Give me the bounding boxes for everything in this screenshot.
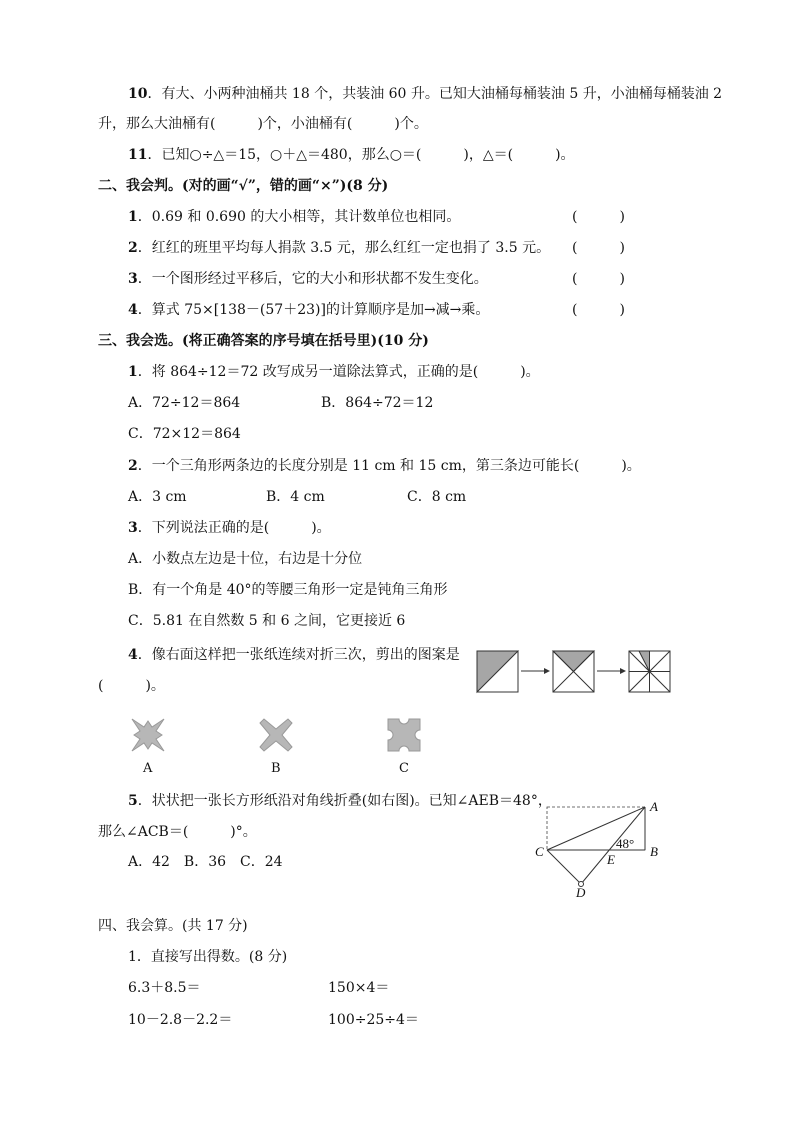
section-4-heading: 四、我会算。(共 17 分) [98, 918, 248, 934]
choice-1-option-a[interactable]: A．72÷12＝864 [128, 395, 241, 411]
point-b-label: B [650, 844, 658, 859]
choice-2-option-a[interactable]: A．3 cm [128, 489, 187, 505]
choice-1-option-c[interactable]: C．72×12＝864 [128, 426, 241, 442]
choice-1: 1．将 864÷12＝72 改写成另一道除法算式，正确的是( )。 [128, 364, 540, 380]
choice-2-option-c[interactable]: C．8 cm [407, 489, 467, 505]
choice-3-option-b[interactable]: B．有一个角是 40°的等腰三角形一定是钝角三角形 [128, 582, 448, 598]
point-e-label: E [607, 852, 615, 867]
paper-folding-diagram [474, 648, 674, 694]
q10-line2: 升，那么大油桶有( )个，小油桶有( )个。 [98, 116, 428, 132]
choice-2-option-b[interactable]: B．4 cm [266, 489, 325, 505]
option-b-label: B [271, 761, 281, 776]
rectangle-fold-figure [532, 796, 672, 900]
fold-square-2 [553, 651, 594, 692]
choice-3-option-a[interactable]: A．小数点左边是十位，右边是十分位 [128, 551, 363, 567]
calc-expr-4: 100÷25÷4＝ [328, 1012, 419, 1028]
option-c-label: C [399, 761, 409, 776]
calc-expr-1: 6.3＋8.5＝ [128, 980, 201, 996]
section-2-heading: 二、我会判。(对的画“√”，错的画“×”)(8 分) [98, 178, 389, 194]
point-a-label: A [650, 799, 658, 814]
section-3-heading: 三、我会选。(将正确答案的序号填在括号里)(10 分) [98, 333, 429, 349]
judge-1-answer[interactable]: ( ) [572, 209, 625, 225]
choice-3-option-c[interactable]: C．5.81 在自然数 5 和 6 之间，它更接近 6 [128, 613, 406, 629]
q10-number: 10 [128, 86, 148, 102]
judge-2: 2．红红的班里平均每人捐款 3.5 元，那么红红一定也捐了 3.5 元。 [128, 240, 551, 256]
judge-1: 1．0.69 和 0.690 的大小相等，其计数单位也相同。 [128, 209, 461, 225]
option-c-shape[interactable] [384, 715, 424, 755]
option-b-shape[interactable] [256, 715, 296, 755]
choice-5-line2: 那么∠ACB＝( )°。 [98, 824, 257, 840]
choice-5-line1: 5．状状把一张长方形纸沿对角线折叠(如右图)。已知∠AEB＝48°， [128, 793, 552, 809]
point-c-label: C [535, 844, 544, 859]
judge-4: 4．算式 75×[138－(57＋23)]的计算顺序是加→减→乘。 [128, 302, 490, 318]
arrow-2 [597, 668, 626, 674]
option-a-shape[interactable] [128, 715, 168, 755]
q10-line1: 10．有大、小两种油桶共 18 个，共装油 60 升。已知大油桶每桶装油 5 升，小油桶每桶装油 2 [128, 86, 723, 102]
choice-4: 4．像右面这样把一张纸连续对折三次，剪出的图案是 [128, 647, 460, 663]
calc-1: 1．直接写出得数。(8 分) [128, 949, 288, 965]
option-a-label: A [143, 761, 153, 776]
choice-1-option-b[interactable]: B．864÷72＝12 [321, 395, 434, 411]
choice-4-answer[interactable]: ( )。 [98, 678, 165, 694]
choice-2: 2．一个三角形两条边的长度分别是 11 cm 和 15 cm，第三条边可能长( )。 [128, 458, 641, 474]
judge-4-answer[interactable]: ( ) [572, 302, 625, 318]
arrow-1 [521, 668, 550, 674]
point-d-label: D [576, 885, 586, 900]
judge-2-answer[interactable]: ( ) [572, 240, 625, 256]
choice-5-options[interactable]: A．42 B．36 C．24 [128, 854, 283, 870]
judge-3-answer[interactable]: ( ) [572, 271, 625, 287]
q11-line: 11．已知○÷△＝15，○＋△＝480，那么○＝( )，△＝( )。 [128, 147, 575, 163]
choice-3: 3．下列说法正确的是( )。 [128, 520, 331, 536]
calc-expr-2: 150×4＝ [328, 980, 390, 996]
judge-3: 3．一个图形经过平移后，它的大小和形状都不发生变化。 [128, 271, 488, 287]
fold-square-3 [629, 651, 670, 692]
angle-48-label: 48° [616, 836, 635, 851]
calc-expr-3: 10－2.8－2.2＝ [128, 1012, 233, 1028]
fold-square-1 [477, 651, 518, 692]
